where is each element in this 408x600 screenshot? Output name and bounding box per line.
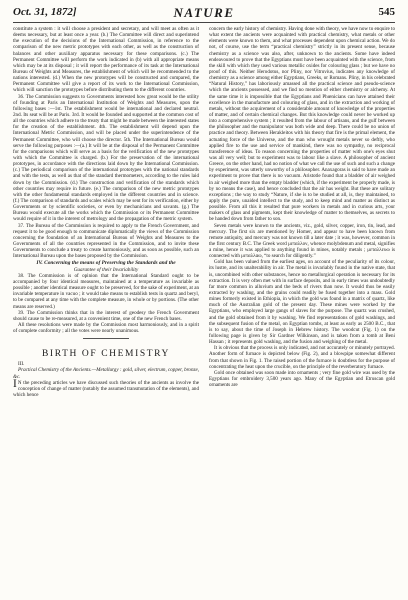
paragraph: All these resolutions were made by the Commission most harmoniously, and in a spirit of complete conformity ; all the votes were nearly unanimous. [13,322,199,335]
paragraph: Gold once obtained was soon made into ornaments ; very fine gold wire was used by the Egyptians for embroidery 3,500 years ago. Many of the Egyptian and Etruscan gold ornaments are [209,369,395,389]
paragraph: It is obvious that the process is only indicated, and not accurately or minutely portrayed. Another form of furnace is depicted below (Fig. 2), and a blowpipe somewhat different from that shown in Fig. 1. The raised portion of the furnace is doubtless for the purpose of concentrating the heat upon the crucible, on the principle of the reverberatory furnace. [209,345,395,370]
journal-title: NATURE [173,5,235,20]
article-numeral: III. [18,361,25,368]
opening-text: N the preceding articles we have discussed such theories of the ancients as involve the conception of change of matter (notably the assumed transmutation of the elements), and which hence [13,379,199,398]
paragraph: 39. The Commission thinks that in the interest of geodesy the French Government should cause to be re-measured, at a convenient time, one of the new French bases. [13,309,199,322]
paragraph: 36. The Commission suggests to Governments interested how great would be the utility of founding at Paris an International Institution of Weights and Measures, upon the following bases :—1st. The establishment would be international and declared neutral. 2nd. Its seat will be at Paris. 3rd. It would be founded and supported at the common cost of all the countries which adhere to the treaty that might be made between the interested states for the creation of the establishment. 4th. The establishment will depend upon the International Metric Commission, and will be placed under the superintendence of the Permanent Committee, who will choose the director. 5th. The International Bureau would serve the following purposes :—(a.) It will be at the disposal of the Permanent Committee for the comparisons which will serve as a basis for the verification of the new prototypes with which the Committee is charged. (b.) For the preservation of the international prototypes, in accordance with the directions laid down by the International Commission. (c.) The periodical comparison of the international prototypes with the national standards and with the tests, as well as that of the standard thermometers, according to the rules laid down by the Commission. (d.) The construction and verification of the standards which other countries may require in future. (e.) The comparison of the new metric prototypes with the other fundamental standards employed in the different countries and in science. (f.) The comparison of standards and scales which may be sent for its verification, either by Governments or by scientific societies, or even by mechanicians and savants. (g.) The Bureau would execute all the works which the Commission or its Permanent Committee would require of it in the interest of metrology and the propagation of the metric system. [13,93,199,223]
right-column [209,26,395,398]
page-number: 545 [378,6,395,18]
paragraph: 38. The Commission is of opinion that the International Standard ought to be accompanied by four identical measures, maintained at a temperature as invariable as possible ; another identical measure ought to be preserved, for the sake of experiment, at an invariable temperature in vacuo ; it would take means to establish tests in quartz and beryl, to be compared at any time with the complete measure, in whole or by portions. (The other means are reserved.) [13,272,199,310]
section-subheading: Guarantee of their Invariability [73,266,139,273]
paragraph: constitute a system : it will choose a president and secretary, and will meet as often as it deems necessary, but at least once a year. (b.) The Committee will direct and superintend the execution of the decisions of the International Commission, in reference to the comparison of the new metric prototypes with each other, as well as the construction of balances and other auxiliary apparatus necessary for these comparisons. (c.) The Permanent Committee will perform the work indicated in (b) with all appropriate means which may be at its disposal ; it will report the performance of its task at the International Bureau of Weights and Measures, the establishment of which will be recommended to the nations interested. (d.) When the new prototypes will be constructed and compared, the Permanent Committee will give a report of its work to the International Commission, which will sanction the prototypes before distributing them to the different countries. [13,26,199,94]
paragraph: 37. The Bureau of the Commission is required to apply to the French Government, and request it to be good enough to communicate diplomatically the views of the Commission concerning the foundation of an International Bureau of Weights and Measures to the Governments of all the countries represented in the Commission, and to invite these Governments to conclude a treaty to create harmoniously, and as soon as possible, such an International Bureau upon the bases proposed by the Commission. [13,222,199,260]
paragraph: concern the early history of chemistry. Having done with theory, we have now to enquire to what extent the ancients were acquainted with practical chemistry, what metals or other elements were known to them, and what processes dependent upon chemical action. We do not, of course, use the term “practical chemistry” strictly in its present sense, because chemistry as a science was also, after, unknown to the ancients. Some have indeed endeavoured to prove that the Egyptians must have been acquainted with the science, from the skill with which they used various metallic oxides for colouring glass ; but we have no proof of this. Neither Herodotus, nor Pliny, nor Vitruvius, indicates any knowledge of chemistry as a science among either Egyptians, Greeks, or Romans. Pliny, in his celebrated “Natural History,” has laboriously amassed all the practical science and pseudo-science which the ancients possessed, and we find no mention of either chemistry or alchemy. At the same time it is impossible that the Egyptians and Phœnicians can have attained their excellence in the manufacture and colouring of glass, and in the extraction and working of metals, without the acquirement of a considerable amount of knowledge of the properties of matter, and of certain chemical changes. But this knowledge could never be worked up into a comprehensive system ; it resulted from the labour of artisans, and the gulf between the philosopher and the manipulator was both wide and deep. There could be no union of practice and theory. Between Herakleitos with his theory that fire is the primal element, the actuating force of the Universe, and the man who wrought metals never so deftly, who applied fire to the use and service of mankind, there was no sympathy, no reciprocal transference of ideas. To reason concerning the properties of matter with one's eyes shut was all very well; but to experiment was to labour like a slave. A philosopher of ancient Greece, on the other hand, had no notion of what we call the use of such and such a change by experiment, was utterly unworthy of a philosopher. Anaxagoras is said to have made an experiment to prove that there is no vacuum. Aristotle found that a bladder of air weighed in air weighed more than the empty bladder (which, if the experiment be properly made, is by no means the case), and hence concluded that the air has weight. But these are solitary exceptions ; the way to study “Nature, if she is to be studied at all, is, they maintained, to apply the pure, unaided intellect to the study, and to keep mind and matter as distinct as possible. From all this it resulted that pure workers in metals and in curious arts, your makers of glass and pigments, kept their knowledge of matter to themselves, as secrets to be handed down from father to son. [209,26,395,223]
paragraph: Gold has been valued from the earliest ages, on account of the peculiarity of its colour, its lustre, and its unalterability in air. The metal is invariably found in the native state, that is, uncombined with other substances, hence no metallurgical operation is necessary for its extraction. It is very often met with in surface deposits, and in early times was undoubtedly far more common in alluvium and the beds of rivers than now. It would thus be easily extracted by washing, and the grains could readily be fused together into a mass. Gold mines formerly existed in Ethiopia, in which the gold was found in a matrix of quartz, like much of the Australian gold of the present day. These mines were worked by the Egyptians, who employed large gangs of slaves for the purpose. The quartz was crushed, and the gold obtained from it by washing. We find representations of gold washings, and the subsequent fusion of the metal, on Egyptian tombs, at least as early as 2500 B.C., that is to say, about the time of Joseph in Hebrew history. The woodcut (Fig. 1) on the following page is given by Sir Gardner Wilkinson, and is taken from a tomb at Beni Hassan ; it represents gold washing, and the fusion and weighing of the metal. [209,259,395,346]
left-column [13,26,199,398]
article-subtitle: Practical Chemistry of the Ancients.—Metallurgy : gold, silver, electrum, copper, bronze, &c. [13,367,199,380]
section-heading: IV. Concerning the means of Preserving the Standards and the [36,260,176,267]
running-head [13,5,395,23]
text-columns [13,26,395,398]
issue-date: Oct. 31, 1872] [13,6,77,18]
paragraph: Seven metals were known to the ancients, viz., gold, silver, copper, iron, tin, lead, and mercury. The first six are mentioned by Homer, and appear to have been known from remote antiquity, and mercury was not known till a later date ; it was, however, common in the first century B.C. The Greek word μεταλλον, whence molybdenum and metal, signifies a mine, hence it was applied to anything found in mines, notably metals ; μεταλλευω is connected with μεταλλαω, “to search for diligently.” [209,222,395,260]
article-opening-paragraph [13,380,199,398]
drop-cap: I [13,378,17,391]
article-title: BIRTH OF CHEMISTRY [42,349,170,360]
divider [83,338,129,339]
